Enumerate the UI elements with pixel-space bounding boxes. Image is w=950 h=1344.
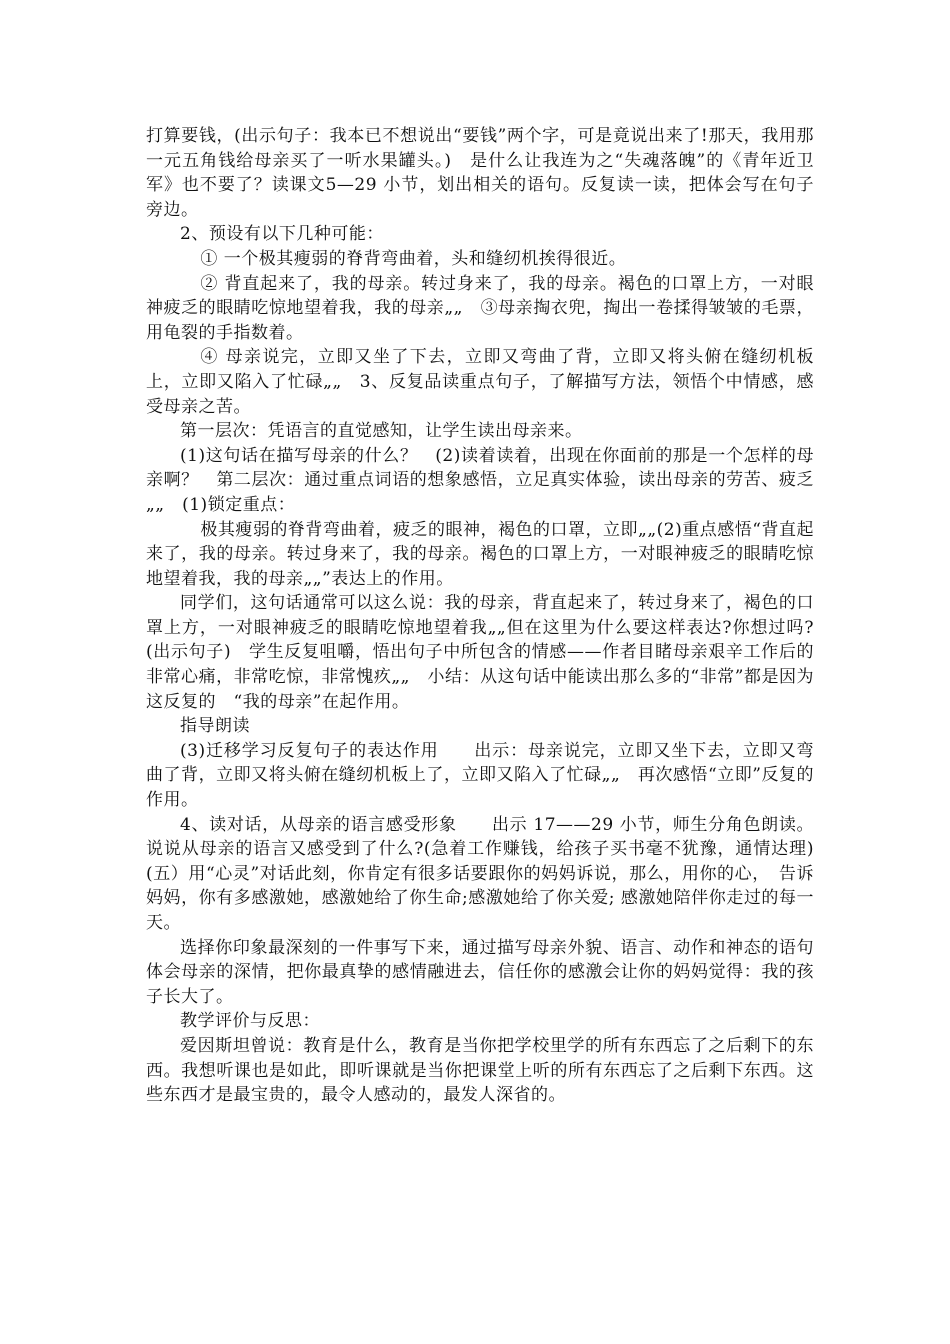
paragraph-key-points: 极其瘦弱的脊背弯曲着，疲乏的眼神，褐色的口罩，立即„„(2)重点感悟“背直起来了，我的母亲。转过身来了，我的母亲。褐色的口罩上方，一对眼神疲乏的眼睛吃惊地望着我，我的母亲„„”表达上的作用。	[146, 519, 814, 589]
paragraph-preset-4: ④ 母亲说完，立即又坐了下去，立即又弯曲了背，立即又将头俯在缝纫机板上，立即又陷入了忙碌„„ 3、反复品读重点句子，了解描写方法，领悟个中情感，感受母亲之苦。	[146, 347, 814, 417]
paragraph-classmates: 同学们，这句话通常可以这么说：我的母亲，背直起来了，转过身来了，褐色的口罩上方，一对眼神疲乏的眼睛吃惊地望着我„„但在这里为什么要这样表达?你想过吗?(出示句子) 学生反复咀嚼，悟出句子中所包含的情感——作者目睹母亲艰辛工作后的非常心痛，非常吃惊，非常愧疚„„ 小结：从这句话中能读出那么多的“非常”都是因为这反复的 “我的母亲”在起作用。	[146, 593, 814, 712]
paragraph-transfer-learning: (3)迁移学习反复句子的表达作用 出示：母亲说完，立即又坐下去，立即又弯曲了背，立即又将头俯在缝纫机板上了，立即又陷入了忙碌„„ 再次感悟“立即”反复的作用。	[146, 740, 814, 811]
paragraph-guided-reading: 指导朗读	[180, 716, 250, 737]
paragraph-presets-heading: 2、预设有以下几种可能：	[180, 224, 384, 245]
paragraph-preset-2-3: ② 背直起来了，我的母亲。转过身来了，我的母亲。褐色的口罩上方，一对眼神疲乏的眼睛吃惊地望着我，我的母亲„„ ③母亲掏衣兜，掏出一卷揉得皱皱的毛票，用龟裂的手指数着。	[146, 273, 814, 343]
paragraph-level-two: (1)这句话在描写母亲的什么？ (2)读着读着，出现在你面前的那是一个怎样的母亲啊？ 第二层次：通过重点词语的想象感悟，立足真实体验，读出母亲的劳苦、疲乏„„ (1)锁定重点：	[146, 445, 814, 515]
paragraph-intro: 打算要钱，(出示句子：我本已不想说出“要钱”两个字，可是竟说出来了!那天，我用那一元五角钱给母亲买了一听水果罐头。) 是什么让我连为之“失魂落魄”的《青年近卫军》也不要了？读课文5—29 小节，划出相关的语句。反复读一读，把体会写在句子旁边。	[146, 126, 814, 220]
paragraph-preset-1: ① 一个极其瘦弱的脊背弯曲着，头和缝纫机挨得很近。	[200, 248, 627, 269]
document-page	[146, 124, 849, 1108]
paragraph-writing-task: 选择你印象最深刻的一件事写下来，通过描写母亲外貌、语言、动作和神态的语句体会母亲的深情，把你最真挚的感情融进去，信任你的感激会让你的妈妈觉得：我的孩子长大了。	[146, 937, 814, 1007]
paragraph-einstein-quote: 爱因斯坦曾说：教育是什么，教育是当你把学校里学的所有东西忘了之后剩下的东西。我想听课也是如此，即听课就是当你把课堂上听的所有东西忘了之后剩下东西。这些东西才是最宝贵的，最令人感动的，最发人深省的。	[146, 1035, 814, 1106]
paragraph-evaluation-heading: 教学评价与反思：	[180, 1011, 320, 1032]
paragraph-dialogue: 4、读对话，从母亲的语言感受形象 出示 17——29 小节，师生分角色朗读。说说从母亲的语言又感受到了什么?(急着工作赚钱，给孩子买书毫不犹豫，通情达理) (五）用“心灵”对话此刻，你肯定有很多话要跟你的妈妈诉说，那么，用你的心， 告诉妈妈，你有多感激她，感激她给了你生命;感激她给了你关爱; 感激她陪伴你走过的每一天。	[146, 814, 849, 933]
paragraph-level-one: 第一层次：凭语言的直觉感知，让学生读出母亲来。	[180, 421, 583, 442]
